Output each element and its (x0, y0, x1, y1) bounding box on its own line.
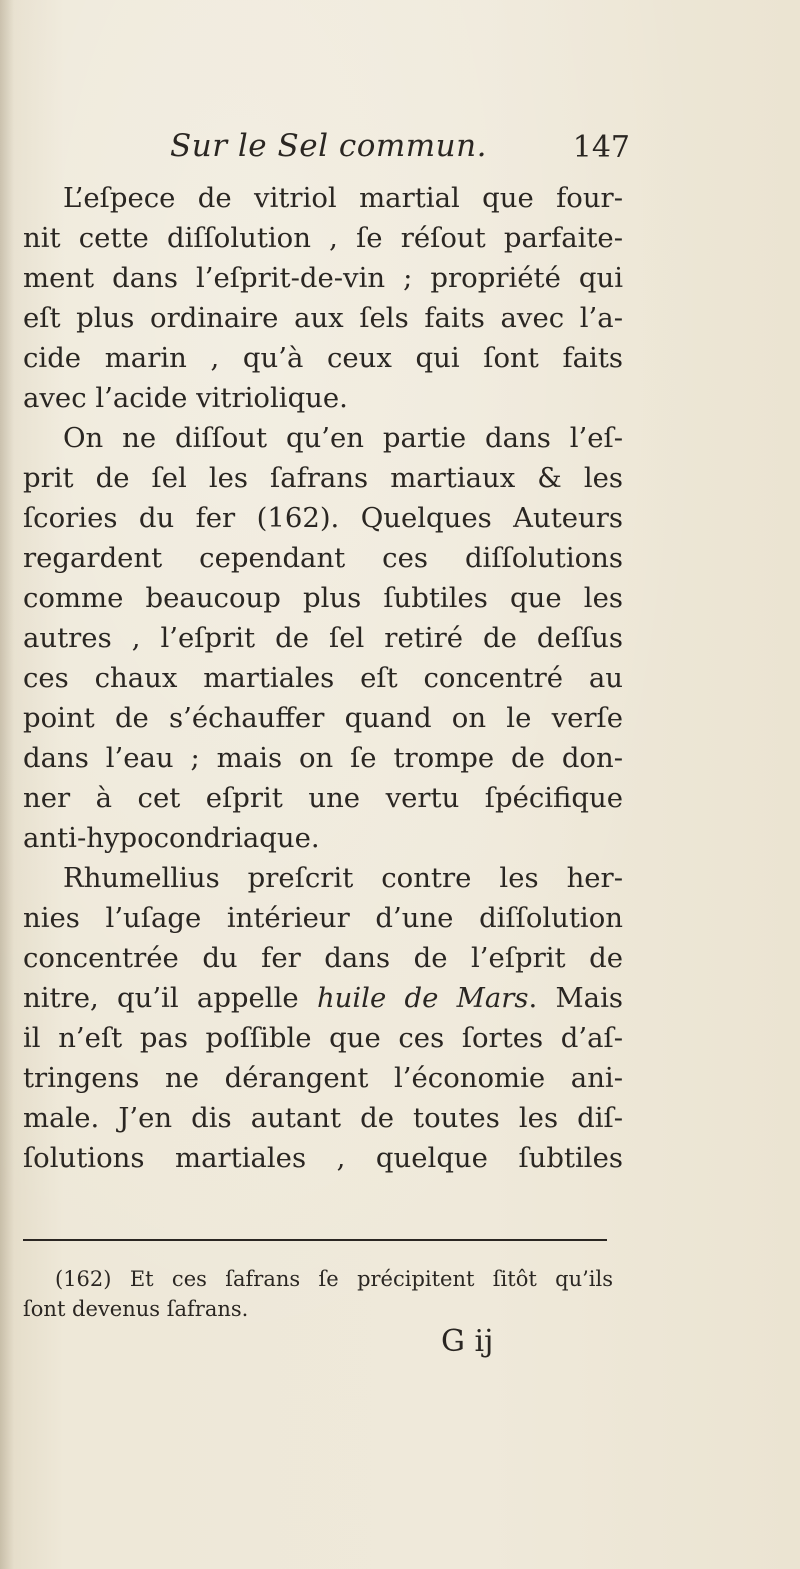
page-edge-shadow (0, 0, 14, 1569)
footnote (23, 1264, 613, 1324)
text-line: ces chaux martiales eſt concentré au (23, 662, 623, 694)
text-line: comme beaucoup plus ſubtiles que les (23, 582, 623, 614)
text-line: regardent cependant ces diſſolutions (23, 542, 623, 574)
text-line-segment: nitre, qu’il appelle (23, 982, 299, 1014)
text-line: eſt plus ordinaire aux ſels faits avec l’a- (23, 302, 623, 334)
text-line: ment dans l’eſprit-de-vin ; propriété qui (23, 262, 623, 294)
text-line: cide marin , qu’à ceux qui ſont faits (23, 342, 623, 374)
text-line: prit de ſel les ſafrans martiaux & les (23, 462, 623, 494)
text-line: anti-hypocondriaque. (23, 822, 320, 854)
text-line: avec l’acide vitriolique. (23, 382, 348, 414)
footnote-line: (162) Et ces ſafrans ſe précipitent ſitôt qu’ils (55, 1267, 613, 1291)
text-line: nit cette diſſolution , ſe réſout parfaite- (23, 222, 623, 254)
text-line-mixed (23, 978, 623, 1018)
running-head: Sur le Sel commun. (170, 128, 487, 164)
text-line: point de s’échauffer quand on le verſe (23, 702, 623, 734)
text-line: nies l’uſage intérieur d’une diſſolution (23, 902, 623, 934)
text-line: On ne diſſout qu’en partie dans l’eſ- (63, 422, 623, 454)
page-number: 147 (572, 130, 630, 165)
text-line: ſolutions martiales , quelque ſubtiles (23, 1142, 623, 1174)
text-line: tringens ne dérangent l’économie ani- (23, 1062, 623, 1094)
text-line: L’eſpece de vitriol martial que four- (63, 182, 623, 214)
text-line: il n’eſt pas poſſible que ces ſortes d’aſ- (23, 1022, 623, 1054)
text-line: autres , l’eſprit de ſel retiré de deſſus (23, 622, 623, 654)
footnote-rule (23, 1239, 607, 1241)
page-header (170, 128, 630, 178)
text-line: ner à cet eſprit une vertu ſpécifique (23, 782, 623, 814)
text-line: ſcories du fer (162). Quelques Auteurs (23, 502, 623, 534)
italic-term-huile-de-mars: huile de Mars (316, 982, 529, 1014)
text-line: Rhumellius preſcrit contre les her- (63, 862, 623, 894)
signature-mark: G ij (441, 1324, 494, 1359)
footnote-line: ſont devenus ſafrans. (23, 1297, 249, 1321)
text-line: concentrée du fer dans de l’eſprit de (23, 942, 623, 974)
text-line-segment: . Mais (528, 982, 623, 1014)
text-line: male. J’en dis autant de toutes les diſ- (23, 1102, 623, 1134)
text-line: dans l’eau ; mais on ſe trompe de don- (23, 742, 623, 774)
main-text (23, 178, 623, 1178)
